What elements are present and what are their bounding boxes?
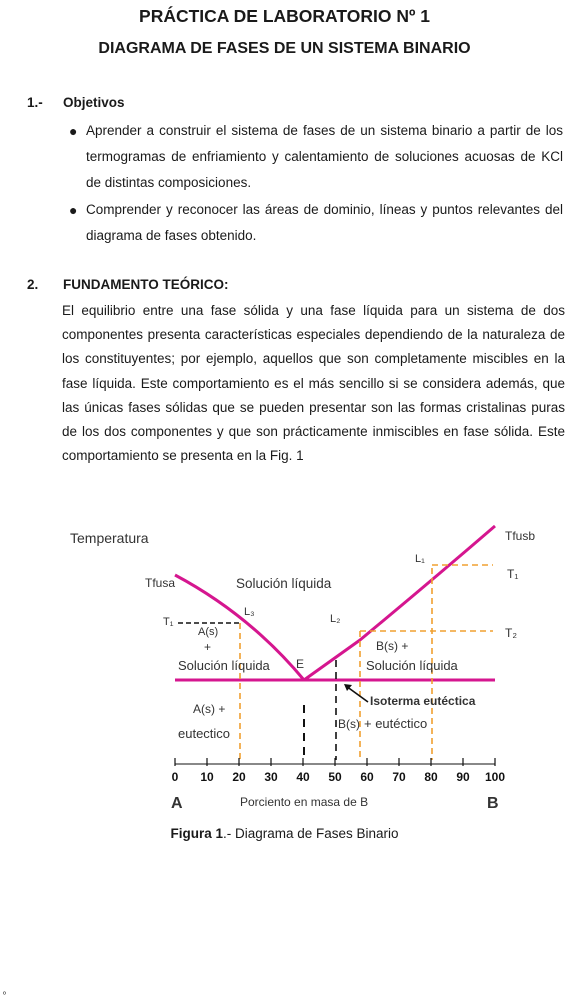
x-tick-label: 20 <box>232 770 246 784</box>
bs-eutectic-label: B(s) <box>338 717 360 731</box>
t2-label: T₂ <box>505 626 517 640</box>
x-tick-label: 0 <box>171 770 179 784</box>
x-tick-label: 80 <box>424 770 438 784</box>
eutectic-right-label: + eutéctico <box>364 716 428 731</box>
t1-left-label: T₁ <box>163 616 174 628</box>
objective-text: Comprender y reconocer las áreas de dominio, líneas y puntos relevantes del diagrama de fases obtenido. <box>86 202 563 243</box>
x-tick-label: 90 <box>456 770 470 784</box>
x-tick-label: 40 <box>296 770 310 784</box>
component-b-label: B <box>487 795 499 812</box>
x-tick-label: 60 <box>360 770 374 784</box>
bullet-icon: ● <box>69 202 78 218</box>
phase-diagram <box>0 510 569 820</box>
eutectic-left-label: eutectico <box>178 726 231 741</box>
x-tick-label: 70 <box>392 770 406 784</box>
section-title: FUNDAMENTO TEÓRICO: <box>63 277 229 292</box>
liquidus-curve-b <box>304 526 495 680</box>
eutectic-point-label: E <box>296 657 305 671</box>
corner-mark: º <box>3 990 6 999</box>
as-eutectic-label: A(s) + <box>193 702 226 716</box>
bullet-icon: ● <box>69 123 78 139</box>
section-number: 1.- <box>27 95 43 110</box>
x-tick-label: 100 <box>484 770 506 784</box>
page-title: PRÁCTICA DE LABORATORIO Nº 1 <box>139 6 430 26</box>
isoterma-arrow <box>346 686 368 702</box>
objective-list <box>69 118 563 196</box>
right-solution-label: Solución líquida <box>366 658 458 673</box>
component-a-label: A <box>171 795 183 812</box>
section-title: Objetivos <box>63 95 125 110</box>
isoterma-label: Isoterma eutéctica <box>370 694 476 708</box>
list-item <box>69 197 563 249</box>
figure-caption <box>0 826 569 841</box>
x-tick-label: 10 <box>200 770 214 784</box>
y-axis-label: Temperatura <box>70 530 149 546</box>
tfusb-label: Tfusb <box>505 529 536 543</box>
as-region-label: A(s) <box>198 626 219 638</box>
l1-label: L₁ <box>415 553 425 565</box>
x-tick-label: 30 <box>264 770 278 784</box>
plus-sign: + <box>204 640 212 654</box>
objective-text: Aprender a construir el sistema de fases de un sistema binario a partir de los termogramas de enfriamiento y calentamiento de soluciones acuosas de KCl de distintas composiciones. <box>86 123 563 190</box>
caption-label: Figura 1 <box>170 826 223 841</box>
theory-paragraph: El equilibrio entre una fase sólida y una fase líquida para un sistema de dos componentes presenta características especiales dependiendo de la naturaleza de los constituyentes; por ejemplo, aquellos que son completamente miscibles en la fase líquida. Este comportamiento es el más sencillo si se considera además, que las únicas fases sólidas que se pueden presentar son las formas cristalinas puras de los dos componentes y que son prácticamente inmiscibles en fase sólida. Este comportamiento se presenta en la Fig. 1 <box>62 303 565 464</box>
x-axis-ticks <box>172 758 506 784</box>
t1-right-label: T₁ <box>507 567 519 581</box>
objective-list <box>69 197 563 249</box>
liquid-region-label: Solución líquida <box>236 576 332 591</box>
x-tick-label: 50 <box>328 770 342 784</box>
tfusa-label: Tfusa <box>145 576 176 590</box>
section-number: 2. <box>27 277 39 292</box>
caption-text: .- Diagrama de Fases Binario <box>222 826 399 841</box>
section-theory-heading <box>27 277 229 292</box>
page-subtitle: DIAGRAMA DE FASES DE UN SISTEMA BINARIO <box>98 40 471 57</box>
left-solution-label: Solución líquida <box>178 658 270 673</box>
bs-region-label: B(s) + <box>376 639 409 653</box>
section-objectives-heading <box>27 95 125 110</box>
list-item <box>69 118 563 196</box>
l2-label: L₂ <box>330 613 341 625</box>
x-axis-title: Porciento en masa de B <box>240 795 369 809</box>
l3-label: L₃ <box>244 606 255 618</box>
